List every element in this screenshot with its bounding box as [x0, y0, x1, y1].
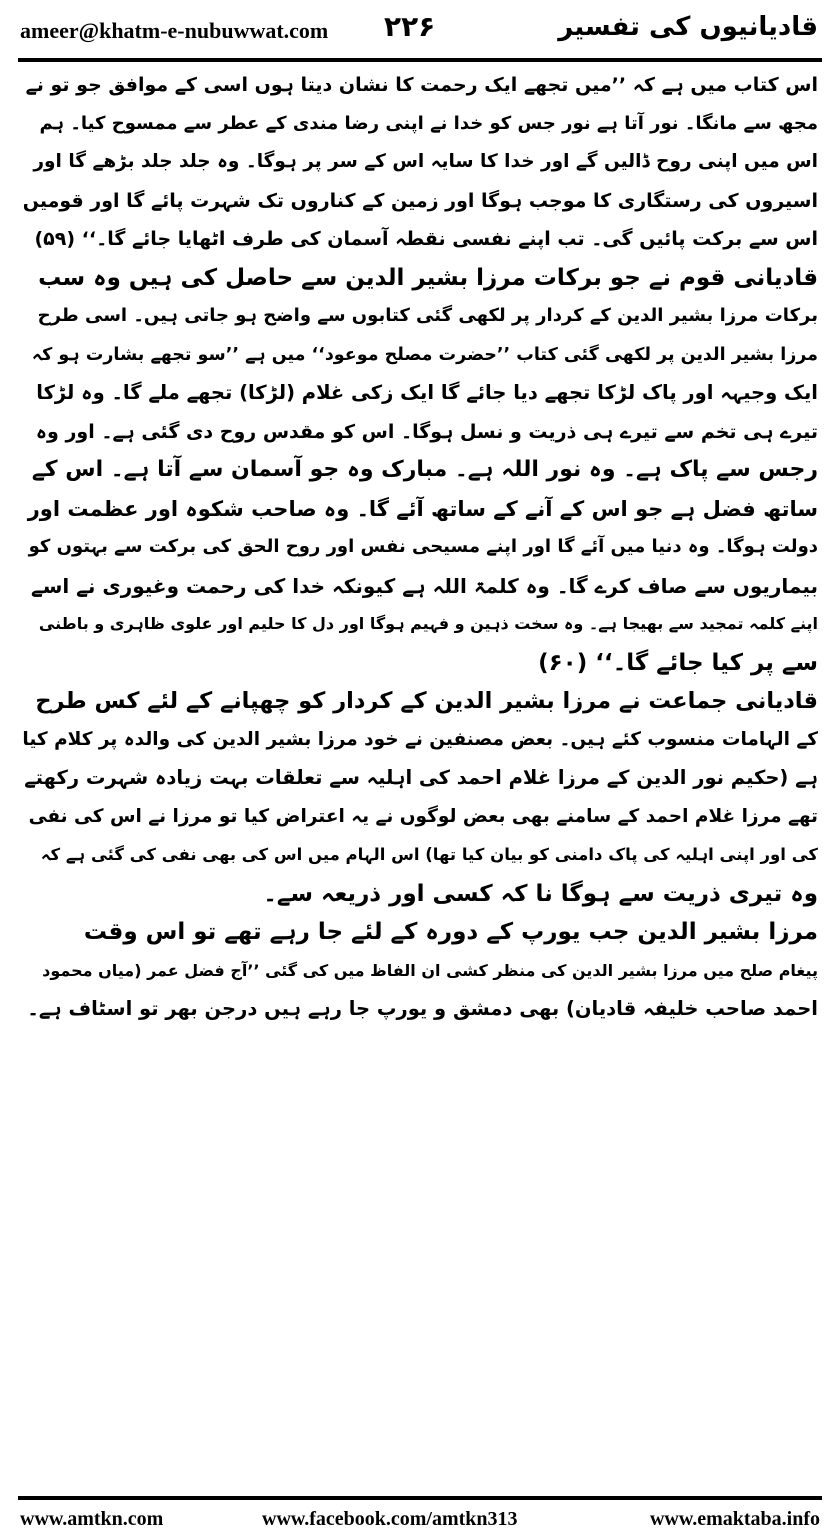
- text-line: احمد صاحب خلیفہ قادیان) بھی دمشق و یورپ جا رہے ہیں درجن بھر تو اسٹاف ہے۔: [27, 997, 818, 1020]
- book-title: قادیانیوں کی تفسیر: [558, 12, 818, 42]
- footer-link-amtkn[interactable]: www.amtkn.com: [20, 1508, 164, 1530]
- page-header: [0, 0, 840, 58]
- footer-link-emaktaba[interactable]: www.emaktaba.info: [649, 1508, 820, 1530]
- text-line: ہے (حکیم نور الدین کے مرزا غلام احمد کی اہلیہ سے تعلقات بہت زیادہ شہرت رکھتے: [24, 766, 818, 789]
- text-line: کی اور اپنی اہلیہ کی پاک دامنی کو بیان کیا تھا) اس الہام میں اس کی بھی نفی کی گئی ہے کہ: [40, 845, 818, 864]
- text-line: اس کتاب میں ہے کہ ’’میں تجھے ایک رحمت کا نشان دیتا ہوں اسی کے موافق جو تو نے: [25, 74, 818, 96]
- text-line: پیغام صلح میں مرزا بشیر الدین کی منظر کشی ان الفاظ میں کی گئی ’’آج فضل عمر (میاں محمود: [42, 960, 818, 980]
- text-line: دولت ہوگا۔ وہ دنیا میں آئے گا اور اپنے مسیحی نفس اور روح الحق کی برکت سے بہتوں کو: [28, 536, 818, 557]
- text-line: قادیانی قوم نے جو برکات مرزا بشیر الدین سے حاصل کی ہیں وہ سب: [38, 264, 818, 291]
- text-line: اسیروں کی رستگاری کا موجب ہوگا اور زمین کے کناروں تک شہرت پائے گا اور قومیں: [22, 189, 818, 212]
- page-number: ۲۲۶: [384, 10, 436, 43]
- text-line: اس میں اپنی روح ڈالیں گے اور خدا کا سایہ اس کے سر پر ہوگا۔ وہ جلد جلد بڑھے گا اور: [33, 151, 818, 172]
- footer-link-facebook[interactable]: www.facebook.com/amtkn313: [262, 1508, 518, 1530]
- text-line: سے پر کیا جائے گا۔‘‘ (۶۰): [538, 649, 818, 676]
- text-line: رجس سے پاک ہے۔ وہ نور اللہ ہے۔ مبارک وہ جو آسمان سے آتا ہے۔ اس کے: [31, 457, 818, 482]
- text-line: بیماریوں سے صاف کرے گا۔ وہ کلمۃ اللہ ہے کیونکہ خدا کی رحمت وغیوری نے اسے: [30, 573, 818, 598]
- text-line: اس سے برکت پائیں گی۔ تب اپنے نفسی نقطہ آسمان کی طرف اٹھایا جائے گا۔‘‘ (۵۹): [34, 228, 818, 250]
- text-line: تیرے ہی تخم سے تیرے ہی ذریت و نسل ہوگا۔ اس کو مقدس روح دی گئی ہے۔ اور وہ: [35, 420, 818, 443]
- text-line: ساتھ فضل ہے جو اس کے آنے کے ساتھ آئے گا۔ وہ صاحب شکوہ اور عظمت اور: [27, 496, 818, 521]
- header-email: ameer@khatm-e-nubuwwat.com: [20, 18, 329, 43]
- text-line: کے الہامات منسوب کئے ہیں۔ بعض مصنفین نے خود مرزا بشیر الدین کی والدہ پر کلام کیا: [22, 728, 818, 750]
- text-line: تھے مرزا غلام احمد کے سامنے بھی بعض لوگوں نے یہ اعتراض کیا تو مرزا نے اس کی نفی: [28, 805, 818, 827]
- text-line: اپنے کلمہ تمجید سے بھیجا ہے۔ وہ سخت ذہین و فہیم ہوگا اور دل کا حلیم اور علوی ظاہری و باطنی: [38, 614, 818, 633]
- page-footer: [0, 1502, 840, 1540]
- text-line: برکات مرزا بشیر الدین کے کردار پر لکھی گئی کتابوں سے واضح ہو جاتی ہیں۔ اسی طرح: [37, 305, 818, 326]
- text-line: مرزا بشیر الدین جب یورپ کے دورہ کے لئے جا رہے تھے تو اس وقت: [83, 919, 818, 945]
- text-line: مرزا بشیر الدین پر لکھی گئی کتاب ’’حضرت مصلح موعود‘‘ میں ہے ’’سو تجھے بشارت ہو کہ: [31, 344, 818, 365]
- text-line: وہ تیری ذریت سے ہوگا نا کہ کسی اور ذریعہ سے۔: [263, 880, 818, 907]
- page-body: [22, 66, 818, 1492]
- header-rule: [18, 58, 822, 62]
- text-line: ایک وجیہہ اور پاک لڑکا تجھے دیا جائے گا ایک زکی غلام (لڑکا) تجھے ملے گا۔ وہ لڑکا: [36, 381, 818, 404]
- text-line: قادیانی جماعت نے مرزا بشیر الدین کے کردار کو چھپانے کے لئے کس طرح: [35, 688, 818, 714]
- text-line: مجھ سے مانگا۔ نور آتا ہے نور جس کو خدا نے اپنی رضا مندی کے عطر سے ممسوح کیا۔ ہم: [39, 112, 818, 134]
- footer-rule: [18, 1496, 822, 1500]
